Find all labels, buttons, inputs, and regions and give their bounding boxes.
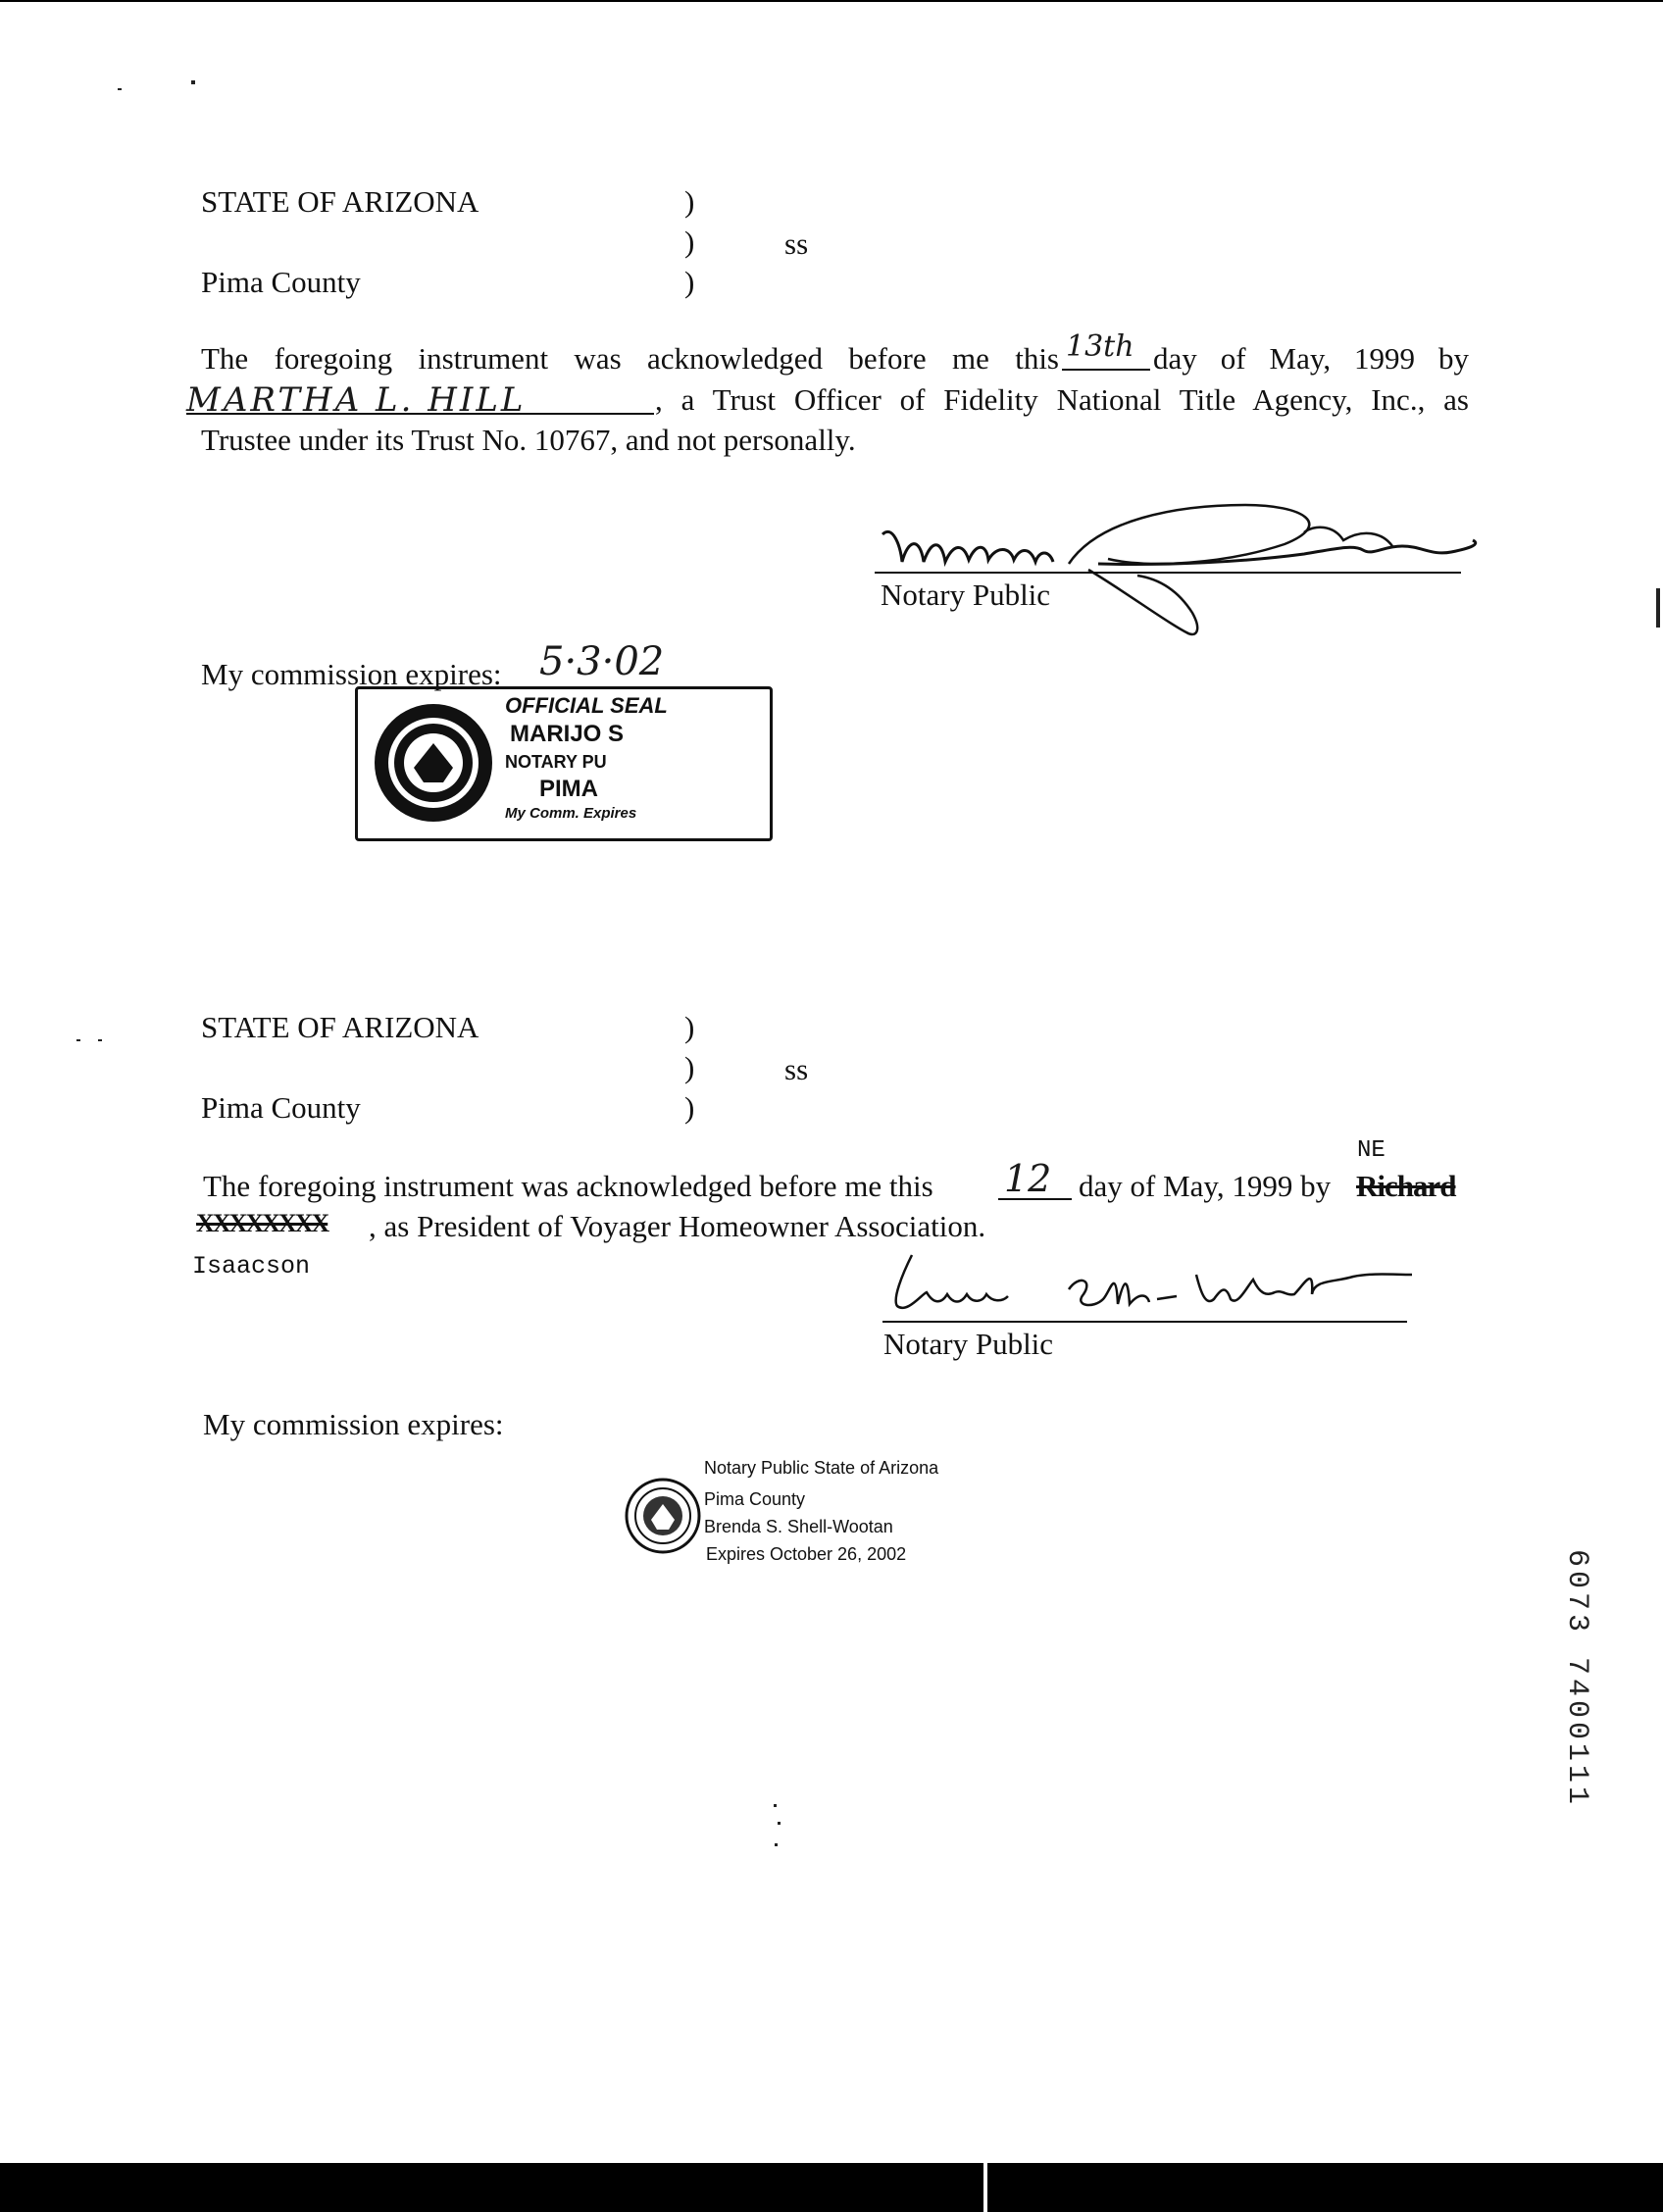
official-seal-stamp: OFFICIAL SEAL MARIJO S NOTARY PU PIMA My Comm. Expires [355,686,773,841]
signature-line-2 [882,1321,1407,1323]
signature-line-1 [875,572,1461,574]
name-underline-1 [186,413,654,415]
paren-1b: ) [684,225,695,259]
ss-label-2: ss [784,1052,809,1086]
paren-2a: ) [684,1010,695,1044]
scan-speck [98,1039,102,1041]
paren-2b: ) [684,1050,695,1084]
ss-label-1: ss [784,226,809,261]
day-underline-1 [1062,369,1150,371]
margin-recording-number: 6073 7400111 [1560,1549,1593,1809]
ack-text-2a: The foregoing instrument was acknowledged before me this [203,1169,933,1203]
bottom-scan-gap [983,2163,987,2212]
stamp-line-1: Notary Public State of Arizona [704,1458,939,1478]
stamp-line-2: Pima County [704,1489,806,1509]
county-heading-1: Pima County [201,265,361,299]
county-heading-2: Pima County [201,1090,361,1125]
struck-name-1: Richard [1356,1169,1456,1203]
commission-label-2: My commission expires: [203,1407,504,1441]
handwritten-name-1: MARTHA L. HILL [186,380,527,420]
arizona-seal-icon [370,699,497,827]
scan-speck [76,1039,80,1041]
state-heading-1: STATE OF ARIZONA [201,184,479,219]
commission-date-1: 5·3·02 [539,639,665,684]
scan-speck [1656,588,1660,628]
paren-1a: ) [684,184,695,219]
scan-speck [774,1804,777,1807]
arizona-seal-icon-2 [624,1477,702,1555]
insert-below-text: Isaacson [192,1252,311,1281]
notary-label-1: Notary Public [881,578,1051,612]
notary-signature-1 [873,485,1490,642]
ack-text-2c: , as President of Voyager Homeowner Association. [369,1209,986,1243]
top-border [0,0,1663,2]
ack-text-1c: , a Trust Officer of Fidelity National Title Agency, Inc., as [655,382,1469,417]
scan-speck [118,88,122,90]
paren-2c: ) [684,1090,695,1125]
bottom-scan-border [0,2163,1663,2212]
ack-text-1b: day of May, 1999 by [1153,341,1469,376]
handwritten-day-1: 13th [1066,329,1134,364]
notary-signature-2 [882,1245,1451,1324]
insert-above-text: NE [1357,1137,1386,1164]
stamp-line-3: Brenda S. Shell-Wootan [704,1517,893,1536]
state-heading-2: STATE OF ARIZONA [201,1010,479,1044]
notary-label-2: Notary Public [883,1327,1054,1361]
ack-text-1d: Trustee under its Trust No. 10767, and not personally. [201,423,856,457]
ack-text-2b: day of May, 1999 by [1079,1169,1332,1203]
paren-1c: ) [684,265,695,299]
ack-text-1a: The foregoing instrument was acknowledged before me this [201,341,1059,376]
handwritten-day-2: 12 [1004,1157,1052,1200]
scan-speck [775,1843,778,1846]
scan-speck [778,1822,781,1825]
day-underline-2 [998,1198,1072,1200]
commission-label-1: My commission expires: [201,657,502,691]
struck-name-2: XXXXXXXX [196,1209,328,1237]
scan-speck [191,80,195,84]
stamp-line-4: Expires October 26, 2002 [706,1544,907,1564]
